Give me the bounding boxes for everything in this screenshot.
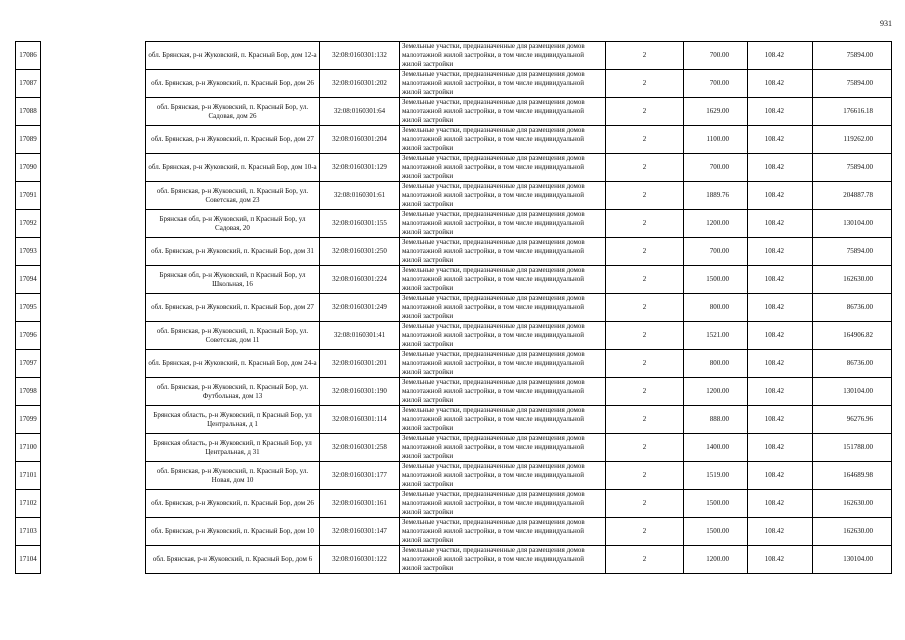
group-cell: 2: [606, 350, 684, 378]
specific-value-cell: 108.42: [748, 154, 813, 182]
record-number-cell: 17095: [16, 294, 41, 322]
spacer-cell: [41, 518, 146, 546]
spacer-cell: [41, 406, 146, 434]
group-cell: 2: [606, 238, 684, 266]
specific-value-cell: 108.42: [748, 98, 813, 126]
spacer-cell: [41, 462, 146, 490]
group-cell: 2: [606, 462, 684, 490]
cadastral-number-cell: 32:08:0160301:224: [320, 266, 400, 294]
area-cell: 888.00: [684, 406, 748, 434]
record-number-cell: 17104: [16, 546, 41, 574]
land-use-cell: Земельные участки, предназначенные для размещения домов малоэтажной жилой застройки, в том числе индивидуальной жилой застройки: [400, 238, 606, 266]
cadastral-number-cell: 32:08:0160301:204: [320, 126, 400, 154]
group-cell: 2: [606, 378, 684, 406]
group-cell: 2: [606, 70, 684, 98]
cadastral-number-cell: 32:08:0160301:114: [320, 406, 400, 434]
group-cell: 2: [606, 42, 684, 70]
land-use-cell: Земельные участки, предназначенные для размещения домов малоэтажной жилой застройки, в том числе индивидуальной жилой застройки: [400, 322, 606, 350]
table-row: [16, 350, 892, 378]
record-number-cell: 17097: [16, 350, 41, 378]
area-cell: 1889.76: [684, 182, 748, 210]
record-number-cell: 17096: [16, 322, 41, 350]
cadastral-value-cell: 164906.82: [813, 322, 892, 350]
address-cell: обл. Брянская, р-н Жуковский, п. Красный Бор, ул. Садовая, дом 26: [146, 98, 320, 126]
spacer-cell: [41, 546, 146, 574]
area-cell: 1400.00: [684, 434, 748, 462]
spacer-cell: [41, 266, 146, 294]
cadastral-number-cell: 32:08:0160301:249: [320, 294, 400, 322]
cadastral-number-cell: 32:08:0160301:64: [320, 98, 400, 126]
land-registry-table: [15, 41, 892, 574]
table-row: [16, 98, 892, 126]
record-number-cell: 17100: [16, 434, 41, 462]
spacer-cell: [41, 210, 146, 238]
specific-value-cell: 108.42: [748, 546, 813, 574]
land-use-cell: Земельные участки, предназначенные для размещения домов малоэтажной жилой застройки, в том числе индивидуальной жилой застройки: [400, 210, 606, 238]
group-cell: 2: [606, 98, 684, 126]
specific-value-cell: 108.42: [748, 210, 813, 238]
record-number-cell: 17099: [16, 406, 41, 434]
cadastral-number-cell: 32:08:0160301:147: [320, 518, 400, 546]
specific-value-cell: 108.42: [748, 238, 813, 266]
area-cell: 1500.00: [684, 518, 748, 546]
land-use-cell: Земельные участки, предназначенные для размещения домов малоэтажной жилой застройки, в том числе индивидуальной жилой застройки: [400, 154, 606, 182]
address-cell: обл. Брянская, р-н Жуковский, п. Красный Бор, ул. Советская, дом 11: [146, 322, 320, 350]
group-cell: 2: [606, 294, 684, 322]
address-cell: Брянская область, р-н Жуковский, п Красный Бор, ул Центральная, д 31: [146, 434, 320, 462]
cadastral-value-cell: 176616.18: [813, 98, 892, 126]
record-number-cell: 17090: [16, 154, 41, 182]
group-cell: 2: [606, 490, 684, 518]
land-use-cell: Земельные участки, предназначенные для размещения домов малоэтажной жилой застройки, в том числе индивидуальной жилой застройки: [400, 518, 606, 546]
address-cell: обл. Брянская, р-н Жуковский, п. Красный Бор, дом 24-а: [146, 350, 320, 378]
spacer-cell: [41, 42, 146, 70]
address-cell: обл. Брянская, р-н Жуковский, п. Красный Бор, ул. Советская, дом 23: [146, 182, 320, 210]
cadastral-value-cell: 119262.00: [813, 126, 892, 154]
area-cell: 700.00: [684, 42, 748, 70]
table-row: [16, 546, 892, 574]
spacer-cell: [41, 70, 146, 98]
cadastral-number-cell: 32:08:0160301:122: [320, 546, 400, 574]
area-cell: 1500.00: [684, 490, 748, 518]
area-cell: 1629.00: [684, 98, 748, 126]
group-cell: 2: [606, 518, 684, 546]
table-row: [16, 378, 892, 406]
group-cell: 2: [606, 182, 684, 210]
land-use-cell: Земельные участки, предназначенные для размещения домов малоэтажной жилой застройки, в том числе индивидуальной жилой застройки: [400, 490, 606, 518]
cadastral-number-cell: 32:08:0160301:132: [320, 42, 400, 70]
cadastral-value-cell: 151788.00: [813, 434, 892, 462]
table-row: [16, 210, 892, 238]
table-row: [16, 266, 892, 294]
specific-value-cell: 108.42: [748, 42, 813, 70]
cadastral-value-cell: 86736.00: [813, 294, 892, 322]
group-cell: 2: [606, 322, 684, 350]
table-row: [16, 518, 892, 546]
cadastral-value-cell: 75894.00: [813, 70, 892, 98]
address-cell: обл. Брянская, р-н Жуковский, п. Красный Бор, дом 12-а: [146, 42, 320, 70]
area-cell: 1521.00: [684, 322, 748, 350]
cadastral-value-cell: 162630.00: [813, 266, 892, 294]
area-cell: 700.00: [684, 70, 748, 98]
table-row: [16, 154, 892, 182]
cadastral-number-cell: 32:08:0160301:61: [320, 182, 400, 210]
spacer-cell: [41, 294, 146, 322]
specific-value-cell: 108.42: [748, 294, 813, 322]
address-cell: Брянская область, р-н Жуковский, п Красный Бор, ул Центральная, д 1: [146, 406, 320, 434]
spacer-cell: [41, 378, 146, 406]
cadastral-value-cell: 130104.00: [813, 546, 892, 574]
table-row: [16, 70, 892, 98]
cadastral-value-cell: 162630.00: [813, 490, 892, 518]
spacer-cell: [41, 126, 146, 154]
land-use-cell: Земельные участки, предназначенные для размещения домов малоэтажной жилой застройки, в том числе индивидуальной жилой застройки: [400, 546, 606, 574]
land-use-cell: Земельные участки, предназначенные для размещения домов малоэтажной жилой застройки, в том числе индивидуальной жилой застройки: [400, 406, 606, 434]
address-cell: Брянская обл, р-н Жуковский, п Красный Бор, ул Школьная, 16: [146, 266, 320, 294]
land-use-cell: Земельные участки, предназначенные для размещения домов малоэтажной жилой застройки, в том числе индивидуальной жилой застройки: [400, 350, 606, 378]
cadastral-value-cell: 96276.96: [813, 406, 892, 434]
address-cell: обл. Брянская, р-н Жуковский, п. Красный Бор, ул. Новая, дом 10: [146, 462, 320, 490]
group-cell: 2: [606, 210, 684, 238]
specific-value-cell: 108.42: [748, 434, 813, 462]
spacer-cell: [41, 154, 146, 182]
spacer-cell: [41, 350, 146, 378]
area-cell: 800.00: [684, 350, 748, 378]
address-cell: обл. Брянская, р-н Жуковский, п. Красный Бор, дом 26: [146, 70, 320, 98]
area-cell: 1200.00: [684, 546, 748, 574]
record-number-cell: 17087: [16, 70, 41, 98]
area-cell: 1200.00: [684, 210, 748, 238]
spacer-cell: [41, 238, 146, 266]
specific-value-cell: 108.42: [748, 70, 813, 98]
area-cell: 800.00: [684, 294, 748, 322]
record-number-cell: 17086: [16, 42, 41, 70]
area-cell: 1519.00: [684, 462, 748, 490]
land-use-cell: Земельные участки, предназначенные для размещения домов малоэтажной жилой застройки, в том числе индивидуальной жилой застройки: [400, 126, 606, 154]
land-use-cell: Земельные участки, предназначенные для размещения домов малоэтажной жилой застройки, в том числе индивидуальной жилой застройки: [400, 434, 606, 462]
record-number-cell: 17089: [16, 126, 41, 154]
cadastral-value-cell: 162630.00: [813, 518, 892, 546]
record-number-cell: 17098: [16, 378, 41, 406]
land-use-cell: Земельные участки, предназначенные для размещения домов малоэтажной жилой застройки, в том числе индивидуальной жилой застройки: [400, 294, 606, 322]
cadastral-number-cell: 32:08:0160301:129: [320, 154, 400, 182]
table-row: [16, 490, 892, 518]
record-number-cell: 17102: [16, 490, 41, 518]
area-cell: 1500.00: [684, 266, 748, 294]
record-number-cell: 17091: [16, 182, 41, 210]
cadastral-number-cell: 32:08:0160301:202: [320, 70, 400, 98]
cadastral-value-cell: 130104.00: [813, 378, 892, 406]
land-use-cell: Земельные участки, предназначенные для размещения домов малоэтажной жилой застройки, в том числе индивидуальной жилой застройки: [400, 266, 606, 294]
group-cell: 2: [606, 546, 684, 574]
table-row: [16, 406, 892, 434]
cadastral-value-cell: 75894.00: [813, 42, 892, 70]
table-row: [16, 322, 892, 350]
land-use-cell: Земельные участки, предназначенные для размещения домов малоэтажной жилой застройки, в том числе индивидуальной жилой застройки: [400, 70, 606, 98]
cadastral-value-cell: 130104.00: [813, 210, 892, 238]
land-use-cell: Земельные участки, предназначенные для размещения домов малоэтажной жилой застройки, в том числе индивидуальной жилой застройки: [400, 42, 606, 70]
area-cell: 700.00: [684, 154, 748, 182]
group-cell: 2: [606, 154, 684, 182]
specific-value-cell: 108.42: [748, 266, 813, 294]
specific-value-cell: 108.42: [748, 126, 813, 154]
specific-value-cell: 108.42: [748, 350, 813, 378]
cadastral-number-cell: 32:08:0160301:190: [320, 378, 400, 406]
table-row: [16, 434, 892, 462]
address-cell: обл. Брянская, р-н Жуковский, п. Красный Бор, дом 31: [146, 238, 320, 266]
cadastral-number-cell: 32:08:0160301:161: [320, 490, 400, 518]
table-row: [16, 42, 892, 70]
table-row: [16, 238, 892, 266]
record-number-cell: 17094: [16, 266, 41, 294]
specific-value-cell: 108.42: [748, 490, 813, 518]
cadastral-value-cell: 86736.00: [813, 350, 892, 378]
spacer-cell: [41, 322, 146, 350]
cadastral-value-cell: 204887.78: [813, 182, 892, 210]
specific-value-cell: 108.42: [748, 322, 813, 350]
specific-value-cell: 108.42: [748, 518, 813, 546]
record-number-cell: 17101: [16, 462, 41, 490]
group-cell: 2: [606, 266, 684, 294]
land-use-cell: Земельные участки, предназначенные для размещения домов малоэтажной жилой застройки, в том числе индивидуальной жилой застройки: [400, 378, 606, 406]
table-row: [16, 462, 892, 490]
specific-value-cell: 108.42: [748, 462, 813, 490]
land-use-cell: Земельные участки, предназначенные для размещения домов малоэтажной жилой застройки, в том числе индивидуальной жилой застройки: [400, 98, 606, 126]
cadastral-number-cell: 32:08:0160301:250: [320, 238, 400, 266]
spacer-cell: [41, 490, 146, 518]
group-cell: 2: [606, 126, 684, 154]
specific-value-cell: 108.42: [748, 182, 813, 210]
cadastral-value-cell: 75894.00: [813, 238, 892, 266]
cadastral-value-cell: 75894.00: [813, 154, 892, 182]
specific-value-cell: 108.42: [748, 378, 813, 406]
land-use-cell: Земельные участки, предназначенные для размещения домов малоэтажной жилой застройки, в том числе индивидуальной жилой застройки: [400, 182, 606, 210]
cadastral-number-cell: 32:08:0160301:201: [320, 350, 400, 378]
area-cell: 1200.00: [684, 378, 748, 406]
table-row: [16, 294, 892, 322]
address-cell: обл. Брянская, р-н Жуковский, п. Красный Бор, ул. Футбольная, дом 13: [146, 378, 320, 406]
page-number: 931: [880, 19, 892, 28]
spacer-cell: [41, 182, 146, 210]
spacer-cell: [41, 434, 146, 462]
address-cell: обл. Брянская, р-н Жуковский, п. Красный Бор, дом 26: [146, 490, 320, 518]
area-cell: 1100.00: [684, 126, 748, 154]
address-cell: обл. Брянская, р-н Жуковский, п. Красный Бор, дом 6: [146, 546, 320, 574]
cadastral-number-cell: 32:08:0160301:258: [320, 434, 400, 462]
address-cell: Брянская обл, р-н Жуковский, п Красный Бор, ул Садовая, 20: [146, 210, 320, 238]
address-cell: обл. Брянская, р-н Жуковский, п. Красный Бор, дом 10-а: [146, 154, 320, 182]
record-number-cell: 17103: [16, 518, 41, 546]
address-cell: обл. Брянская, р-н Жуковский, п. Красный Бор, дом 27: [146, 294, 320, 322]
cadastral-number-cell: 32:08:0160301:155: [320, 210, 400, 238]
specific-value-cell: 108.42: [748, 406, 813, 434]
area-cell: 700.00: [684, 238, 748, 266]
address-cell: обл. Брянская, р-н Жуковский, п. Красный Бор, дом 10: [146, 518, 320, 546]
record-number-cell: 17088: [16, 98, 41, 126]
cadastral-number-cell: 32:08:0160301:41: [320, 322, 400, 350]
table-row: [16, 182, 892, 210]
spacer-cell: [41, 98, 146, 126]
table-body: [16, 42, 892, 574]
address-cell: обл. Брянская, р-н Жуковский, п. Красный Бор, дом 27: [146, 126, 320, 154]
record-number-cell: 17092: [16, 210, 41, 238]
record-number-cell: 17093: [16, 238, 41, 266]
land-use-cell: Земельные участки, предназначенные для размещения домов малоэтажной жилой застройки, в том числе индивидуальной жилой застройки: [400, 462, 606, 490]
table-row: [16, 126, 892, 154]
cadastral-number-cell: 32:08:0160301:177: [320, 462, 400, 490]
group-cell: 2: [606, 406, 684, 434]
group-cell: 2: [606, 434, 684, 462]
cadastral-value-cell: 164689.98: [813, 462, 892, 490]
